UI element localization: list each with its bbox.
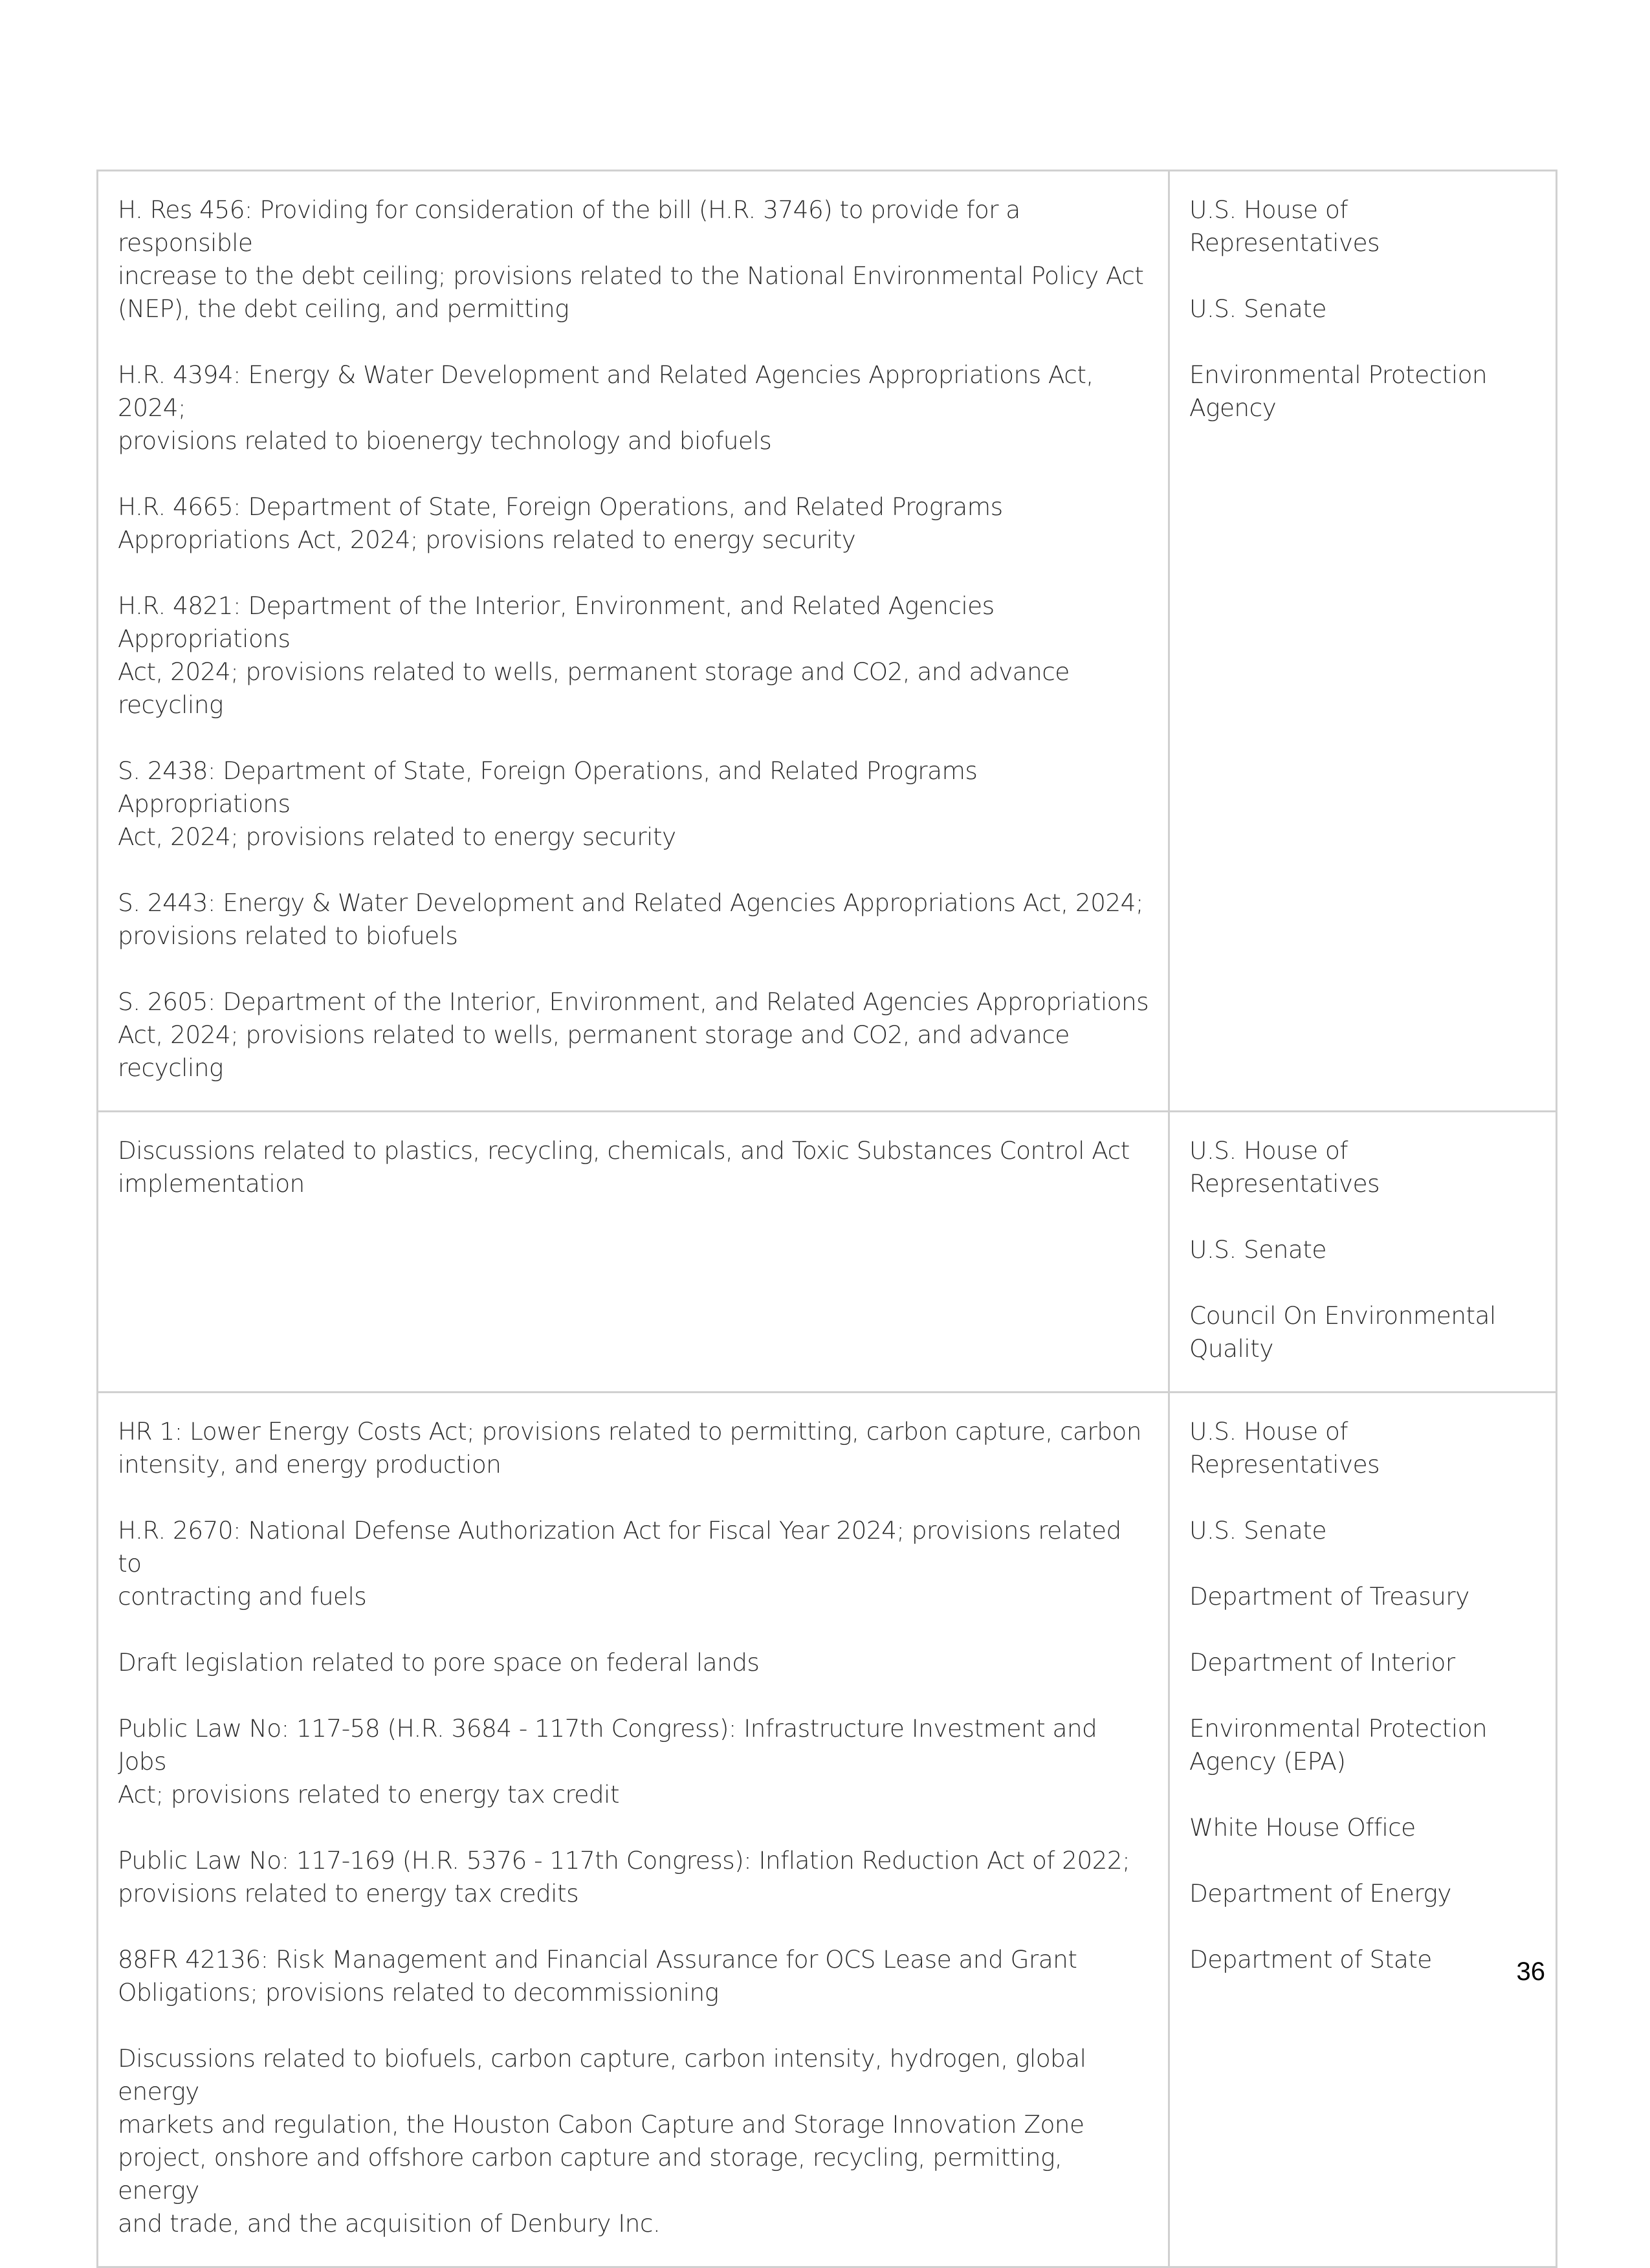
lobbying-issues-table: [96, 170, 1557, 2268]
issue-item: H.R. 4821: Department of the Interior, Environment, and Related Agencies Appropriations Act, 2024; provisions related to wells, permanent storage and CO2, and advance recycling: [118, 591, 1070, 719]
issue-item: Discussions related to biofuels, carbon capture, carbon intensity, hydrogen, global energy markets and regulation, the Houston Cabon Capture and Storage Innovation Zone project, onshore and offshore carbon capture and storage, recycling, permitting, energy and trade, and the acquisition of Denbury Inc.: [118, 2044, 1086, 2238]
agency-item: U.S. Senate: [1189, 294, 1326, 323]
agency-item: U.S. House of Representatives: [1189, 1417, 1380, 1479]
agency-item: Council On Environmental Quality: [1189, 1301, 1496, 1363]
agencies-cell: [1169, 1393, 1557, 2267]
issue-item: HR 1: Lower Energy Costs Act; provisions related to permitting, carbon capture, carbon intensity, and energy production: [118, 1417, 1141, 1479]
issue-item: Draft legislation related to pore space on federal lands: [118, 1648, 760, 1677]
issue-item: H. Res 456: Providing for consideration of the bill (H.R. 3746) to provide for a responsible increase to the debt ceiling; provisions related to the National Environmental Policy Act (NEP), the debt ceiling, and permitting: [118, 195, 1144, 323]
issue-item: 88FR 42136: Risk Management and Financial Assurance for OCS Lease and Grant Obligations; provisions related to decommissioning: [118, 1945, 1077, 2007]
agency-item: Department of Treasury: [1189, 1582, 1469, 1611]
issue-item: Public Law No: 117-58 (H.R. 3684 - 117th Congress): Infrastructure Investment and Jobs Act; provisions related to energy tax credit: [118, 1714, 1097, 1809]
issue-item: Public Law No: 117-169 (H.R. 5376 - 117th Congress): Inflation Reduction Act of 2022; provisions related to energy tax credits: [118, 1846, 1130, 1908]
issue-item: Discussions related to plastics, recycling, chemicals, and Toxic Substances Control Act implementation: [118, 1136, 1130, 1198]
issues-cell: [98, 1112, 1169, 1393]
table-row: [98, 171, 1557, 1112]
agency-item: Environmental Protection Agency: [1189, 360, 1488, 422]
agencies-cell: [1169, 1112, 1557, 1393]
page-number: 36: [1516, 1957, 1545, 1986]
agency-item: Environmental Protection Agency (EPA): [1189, 1714, 1488, 1776]
table-row: [98, 1112, 1557, 1393]
issue-item: S. 2605: Department of the Interior, Environment, and Related Agencies Appropriations Act, 2024; provisions related to wells, permanent storage and CO2, and advance recycling: [118, 987, 1149, 1082]
agency-item: Department of State: [1189, 1945, 1432, 1974]
issue-item: H.R. 4665: Department of State, Foreign Operations, and Related Programs Appropriations Act, 2024; provisions related to energy security: [118, 492, 1003, 554]
agencies-cell: [1169, 171, 1557, 1112]
agency-item: White House Office: [1189, 1813, 1416, 1842]
agency-item: Department of Energy: [1189, 1879, 1451, 1908]
issues-cell: [98, 1393, 1169, 2267]
issue-item: H.R. 2670: National Defense Authorization Act for Fiscal Year 2024; provisions related to contracting and fuels: [118, 1516, 1121, 1611]
agency-item: U.S. Senate: [1189, 1516, 1326, 1545]
agency-item: U.S. Senate: [1189, 1235, 1326, 1264]
issues-cell: [98, 171, 1169, 1112]
agency-item: Department of Interior: [1189, 1648, 1455, 1677]
agency-item: U.S. House of Representatives: [1189, 195, 1380, 257]
issue-item: S. 2438: Department of State, Foreign Operations, and Related Programs Appropriations Act, 2024; provisions related to energy security: [118, 756, 978, 851]
table-row: [98, 1393, 1557, 2267]
agency-item: U.S. House of Representatives: [1189, 1136, 1380, 1198]
issue-item: H.R. 4394: Energy & Water Development and Related Agencies Appropriations Act, 2024; provisions related to bioenergy technology and biofuels: [118, 360, 1094, 455]
issue-item: S. 2443: Energy & Water Development and Related Agencies Appropriations Act, 2024; provisions related to biofuels: [118, 888, 1143, 950]
